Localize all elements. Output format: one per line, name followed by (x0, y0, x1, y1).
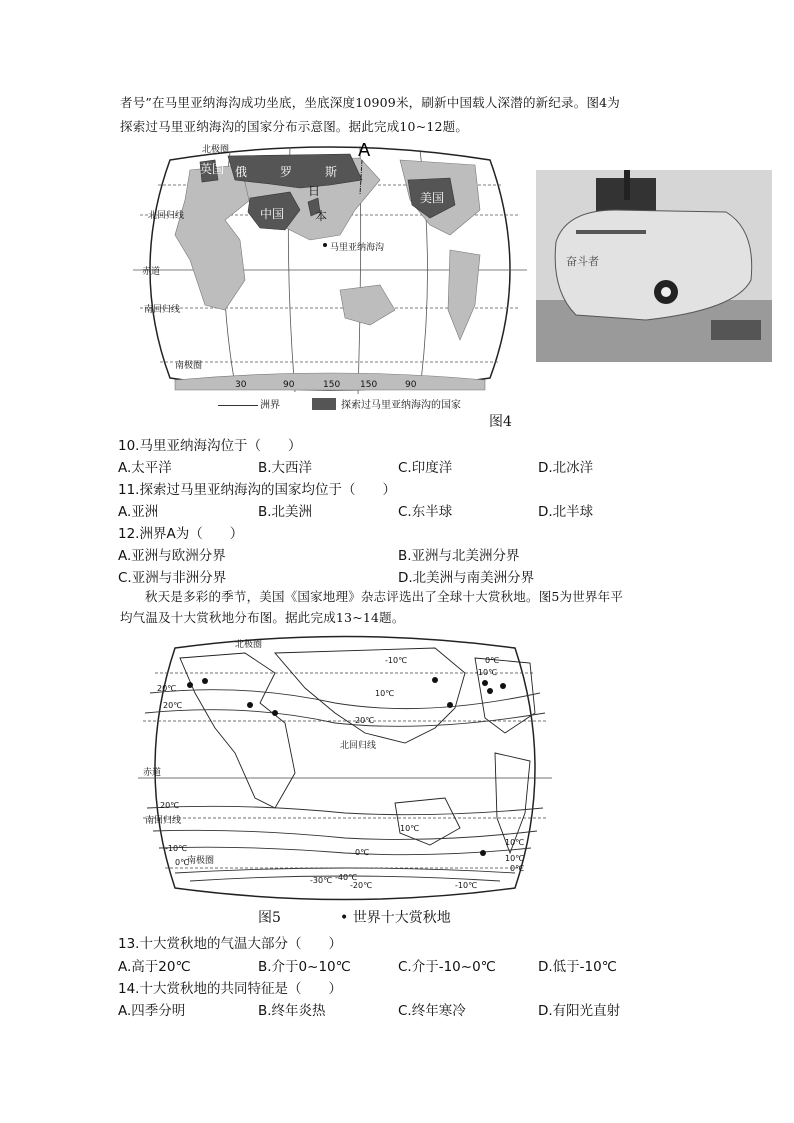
q10-option-c: C.印度洋 (398, 460, 453, 476)
boundary-legend-symbol (218, 397, 258, 406)
country-legend-swatch (312, 398, 336, 410)
passage2-line1: 秋天是多彩的季节，美国《国家地理》杂志评选出了全球十大赏秋地。图5为世界年平 (145, 589, 624, 604)
isotherm-label: -20℃ (350, 881, 373, 890)
arctic-label: 北极圈 (235, 640, 263, 650)
japan-label-2: 本 (315, 209, 328, 223)
isotherm-label: -10℃ (165, 844, 188, 853)
q14-option-c: C.终年寒冷 (398, 1003, 466, 1019)
fig4-caption: 图4 (489, 414, 512, 430)
tropic-n-label: 北回归线 (340, 741, 377, 751)
antarctic-label: 南极圈 (175, 361, 203, 371)
q14-option-a: A.四季分明 (118, 1003, 186, 1019)
lon-label-2: 90 (283, 380, 295, 390)
isotherm-label: -10℃ (385, 656, 408, 665)
japan-label-1: 日 (308, 184, 321, 198)
q11-option-d: D.北半球 (538, 504, 594, 520)
isotherm-label: 20℃ (163, 701, 183, 710)
passage1-line2: 探索过马里亚纳海沟的国家分布示意图。据此完成10~12题。 (120, 119, 469, 134)
isotherm-label: -30℃ (310, 876, 333, 885)
lon-label-3: 150 (323, 380, 341, 390)
q12-stem: 12.洲界A为（ ） (118, 526, 244, 542)
trench-marker (323, 243, 327, 247)
submarine-photo (536, 170, 772, 362)
isotherm-label: 0℃ (485, 656, 500, 665)
q10-stem: 10.马里亚纳海沟位于（ ） (118, 438, 302, 454)
equator-label: 赤道 (143, 768, 162, 778)
q11-option-b: B.北美洲 (258, 504, 313, 520)
isotherm-label: 0℃ (355, 848, 370, 857)
q11-option-a: A.亚洲 (118, 504, 159, 520)
q14-option-b: B.终年炎热 (258, 1003, 326, 1019)
antarctic-label: 南极圈 (187, 856, 215, 866)
passage2-line2: 均气温及十大赏秋地分布图。据此完成13~14题。 (120, 610, 405, 625)
q13-stem: 13.十大赏秋地的气温大部分（ ） (118, 936, 342, 952)
lon-label-5: 90 (405, 380, 417, 390)
figure4-world-map (130, 140, 530, 400)
isotherm-label: 20℃ (355, 716, 375, 725)
isotherm-label: 20℃ (157, 684, 177, 693)
fig5-caption: 图5 (258, 910, 281, 926)
passage1-line1: 者号”在马里亚纳海沟成功坐底，坐底深度10909米，刷新中国载人深潜的新纪录。图4为 (120, 95, 621, 110)
q11-stem: 11.探索过马里亚纳海沟的国家均位于（ ） (118, 482, 396, 498)
q10-option-b: B.大西洋 (258, 460, 313, 476)
q12-option-d: D.北美洲与南美洲分界 (398, 570, 535, 586)
tropic-n-label: 北回归线 (148, 211, 185, 221)
isotherm-label: 10℃ (505, 838, 525, 847)
isotherm-label: 10℃ (375, 689, 395, 698)
q13-option-b: B.介于0~10℃ (258, 959, 351, 975)
submarine-label: 奋斗者 (566, 255, 599, 268)
boundary-legend-label: 洲界 (260, 400, 280, 411)
isotherm-label: 0℃ (510, 864, 525, 873)
tropic-s-label: 南回归线 (145, 816, 182, 826)
isotherm-label: 10℃ (505, 854, 525, 863)
q14-stem: 14.十大赏秋地的共同特征是（ ） (118, 981, 342, 997)
q11-option-c: C.东半球 (398, 504, 453, 520)
russia-label-3: 斯 (325, 165, 338, 179)
isotherm-label: -10℃ (455, 881, 478, 890)
isotherm-label: -10℃ (475, 668, 498, 677)
tropic-s-label: 南回归线 (144, 305, 181, 315)
q12-option-c: C.亚洲与非洲分界 (118, 570, 227, 586)
trench-label: 马里亚纳海沟 (330, 243, 385, 253)
q12-option-b: B.亚洲与北美洲分界 (398, 548, 520, 564)
china-label: 中国 (260, 207, 285, 221)
q13-option-d: D.低于-10℃ (538, 959, 617, 975)
usa-label: 美国 (420, 191, 445, 205)
point-a-label: A (358, 140, 371, 161)
russia-label-1: 俄 (235, 165, 248, 179)
figure5-world-map (135, 633, 555, 903)
q14-option-d: D.有阳光直射 (538, 1003, 621, 1019)
arctic-label: 北极圈 (202, 145, 230, 155)
lon-label-1: 30 (235, 380, 247, 390)
isotherm-label: 0℃ (175, 858, 190, 867)
q12-option-a: A.亚洲与欧洲分界 (118, 548, 226, 564)
isotherm-label: 10℃ (400, 824, 420, 833)
isotherm-label: 20℃ (160, 801, 180, 810)
lon-label-4: 150 (360, 380, 378, 390)
country-legend-label: 探索过马里亚纳海沟的国家 (341, 400, 461, 411)
q13-option-a: A.高于20℃ (118, 959, 191, 975)
q10-option-a: A.太平洋 (118, 460, 172, 476)
uk-label: 英国 (200, 162, 225, 176)
isotherm-label: -40℃ (335, 873, 358, 882)
q13-option-c: C.介于-10~0℃ (398, 959, 496, 975)
fig5-legend: • 世界十大赏秋地 (340, 910, 451, 926)
equator-label: 赤道 (142, 267, 161, 277)
russia-label-2: 罗 (280, 165, 293, 179)
q10-option-d: D.北冰洋 (538, 460, 594, 476)
